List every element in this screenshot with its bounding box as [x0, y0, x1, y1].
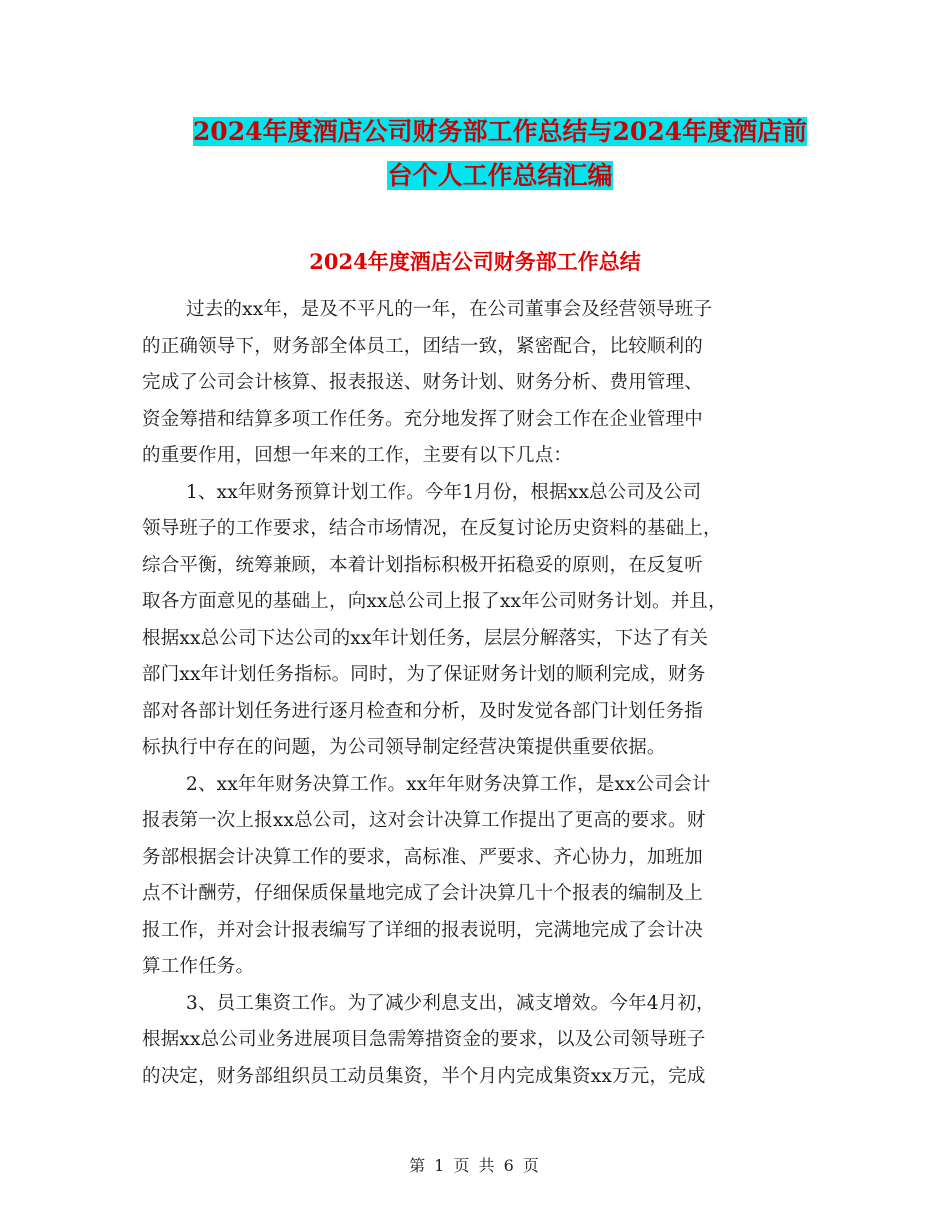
paragraph-line: 根据xx总公司下达公司的xx年计划任务，层层分解落实，下达了有关	[142, 627, 709, 649]
paragraph-line: 3、员工集资工作。为了减少利息支出，减支增效。今年4月初，	[186, 992, 715, 1014]
paragraph-line: 根据xx总公司业务进展项目急需筹措资金的要求，以及公司领导班子	[142, 1029, 706, 1050]
page-footer: 第 1 页 共 6 页	[409, 1156, 541, 1175]
document-body	[142, 292, 822, 1095]
paragraph-line: 综合平衡，统筹兼顾，本着计划指标积极开拓稳妥的原则，在反复听	[142, 554, 704, 576]
paragraph-line: 2、xx年年财务决算工作。xx年年财务决算工作，是xx公司会计	[186, 773, 711, 795]
paragraph-line: 取各方面意见的基础上，向xx总公司上报了xx年公司财务计划。并且，	[142, 591, 727, 612]
paragraph-line: 算工作任务。	[142, 956, 255, 977]
paragraph-line: 的重要作用，回想一年来的工作，主要有以下几点：	[142, 445, 573, 466]
paragraph-line: 报工作，并对会计报表编写了详细的报表说明，完满地完成了会计决	[142, 919, 704, 941]
paragraph-line: 标执行中存在的问题，为公司领导制定经营决策提供重要依据。	[142, 737, 666, 758]
paragraph-line: 报表第一次上报xx总公司，这对会计决算工作提出了更高的要求。财	[142, 810, 706, 831]
paragraph-line: 点不计酬劳，仔细保质保量地完成了会计决算几十个报表的编制及上	[142, 883, 704, 904]
paragraph-line: 资金筹措和结算多项工作任务。充分地发挥了财会工作在企业管理中	[142, 408, 704, 430]
paragraph-line: 1、xx年财务预算计划工作。今年1月份，根据xx总公司及公司	[186, 481, 702, 503]
paragraph-line: 务部根据会计决算工作的要求，高标准、严要求、齐心协力，加班加	[142, 846, 704, 868]
paragraph-line: 部门xx年计划任务指标。同时，为了保证财务计划的顺利完成，财务	[142, 664, 706, 685]
paragraph-line: 部对各部计划任务进行逐月检查和分析，及时发觉各部门计划任务指	[142, 700, 704, 722]
paragraph-line: 领导班子的工作要求，结合市场情况，在反复讨论历史资料的基础上，	[142, 518, 722, 539]
paragraph-line: 的决定，财务部组织员工动员集资，半个月内完成集资xx万元，完成	[142, 1065, 706, 1087]
paragraph-line: 过去的xx年，是及不平凡的一年，在公司董事会及经营领导班子	[186, 299, 713, 320]
document-title-line-1: 2024年度酒店公司财务部工作总结与2024年度酒店前	[192, 117, 808, 146]
document-title-line-2: 台个人工作总结汇编	[387, 161, 613, 190]
paragraph-line: 的正确领导下，财务部全体员工，团结一致，紧密配合，比较顺利的	[142, 335, 704, 357]
paragraph-line: 完成了公司会计核算、报表报送、财务计划、财务分析、费用管理、	[142, 372, 704, 393]
section-title: 2024年度酒店公司财务部工作总结	[309, 249, 641, 274]
